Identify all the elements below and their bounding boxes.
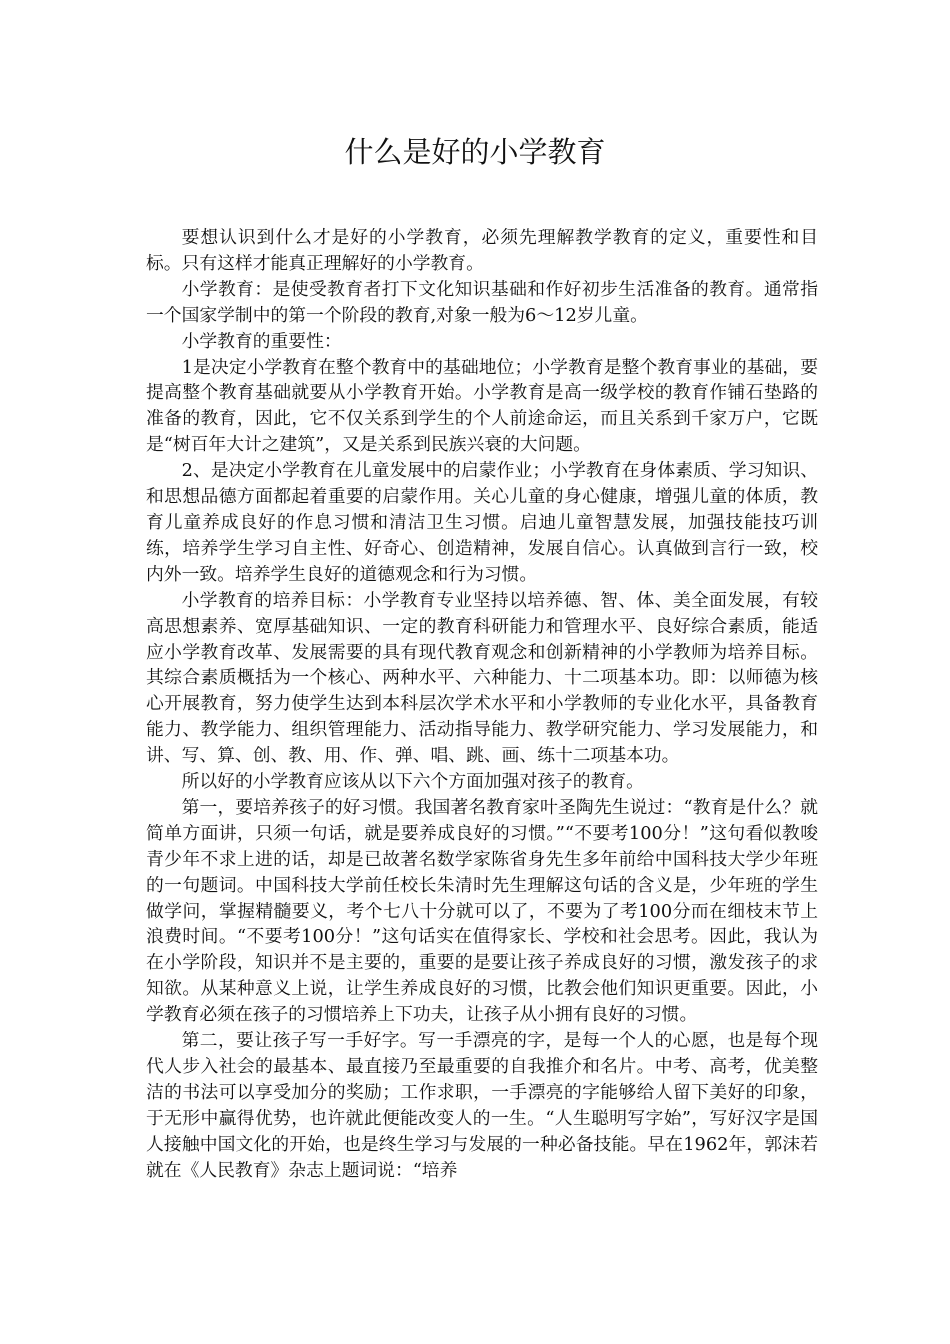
paragraph-importance-heading: 小学教育的重要性： bbox=[181, 330, 342, 352]
document-title: 什么是好的小学教育 bbox=[344, 135, 606, 169]
document-body bbox=[146, 225, 818, 1184]
paragraph-importance-2: 2、是决定小学教育在儿童发展中的启蒙作业；小学教育在身体素质、学习知识、和思想品德方面都起着重要的启蒙作用。关心儿童的身心健康，增强儿童的体质，教育儿童养成良好的作息习惯和清洁卫生习惯。启迪儿童智慧发展，加强技能技巧训练，培养学生学习自主性、好奇心、创造精神，发展自信心。认真做到言行一致，校内外一致。培养学生良好的道德观念和行为习惯。 bbox=[146, 460, 818, 585]
paragraph-six-aspects: 所以好的小学教育应该从以下六个方面加强对孩子的教育。 bbox=[181, 771, 644, 793]
paragraph-handwriting: 第二，要让孩子写一手好字。写一手漂亮的字，是每一个人的心愿，也是每个现代人步入社会的最基本、最直接乃至最重要的自我推介和名片。中考、高考，优美整洁的书法可以享受加分的奖励；工作求职，一手漂亮的字能够给人留下美好的印象，于无形中赢得优势，也许就此便能改变人的一生。“人生聪明写字始”，写好汉字是国人接触中国文化的开始，也是终生学习与发展的一种必备技能。早在1962年，郭沫若就在《人民教育》杂志上题词说：“培养 bbox=[146, 1030, 818, 1181]
paragraph-importance-1: 1是决定小学教育在整个教育中的基础地位；小学教育是整个教育事业的基础，要提高整个教育基础就要从小学教育开始。小学教育是高一级学校的教育作铺石垫路的准备的教育，因此，它不仅关系到学生的个人前途命运，而且关系到千家万户，它既是“树百年大计之建筑”，又是关系到民族兴衰的大问题。 bbox=[146, 356, 818, 456]
paragraph-habits: 第一，要培养孩子的好习惯。我国著名教育家叶圣陶先生说过：“教育是什么？就简单方面讲，只须一句话，就是要养成良好的习惯。”“不要考100分！”这句看似教唆青少年不求上进的话，却是已故著名数学家陈省身先生多年前给中国科技大学少年班的一句题词。中国科技大学前任校长朱清时先生理解这句话的含义是，少年班的学生做学问，掌握精髓要义，考个七八十分就可以了，不要为了考100分而在细枝末节上浪费时间。“不要考100分！”这句话实在值得家长、学校和社会思考。因此，我认为在小学阶段，知识并不是主要的，重要的是要让孩子养成良好的习惯，激发孩子的求知欲。从某种意义上说，让学生养成良好的习惯，比教会他们知识更重要。因此，小学教育必须在孩子的习惯培养上下功夫，让孩子从小拥有良好的习惯。 bbox=[146, 796, 818, 1026]
paragraph-goals: 小学教育的培养目标：小学教育专业坚持以培养德、智、体、美全面发展，有较高思想素养、宽厚基础知识、一定的教育科研能力和管理水平、良好综合素质，能适应小学教育改革、发展需要的具有现代教育观念和创新精神的小学教师为培养目标。其综合素质概括为一个核心、两种水平、六种能力、十二项基本功。即：以师德为核心开展教育，努力使学生达到本科层次学术水平和小学教师的专业化水平，具备教育能力、教学能力、组织管理能力、活动指导能力、教学研究能力、学习发展能力，和讲、写、算、创、教、用、作、弹、唱、跳、画、练十二项基本功。 bbox=[146, 589, 818, 767]
paragraph-definition: 小学教育：是使受教育者打下文化知识基础和作好初步生活准备的教育。通常指一个国家学制中的第一个阶段的教育,对象一般为6～12岁儿童。 bbox=[146, 278, 818, 326]
paragraph-intro: 要想认识到什么才是好的小学教育，必须先理解教学教育的定义，重要性和目标。只有这样才能真正理解好的小学教育。 bbox=[146, 227, 818, 274]
